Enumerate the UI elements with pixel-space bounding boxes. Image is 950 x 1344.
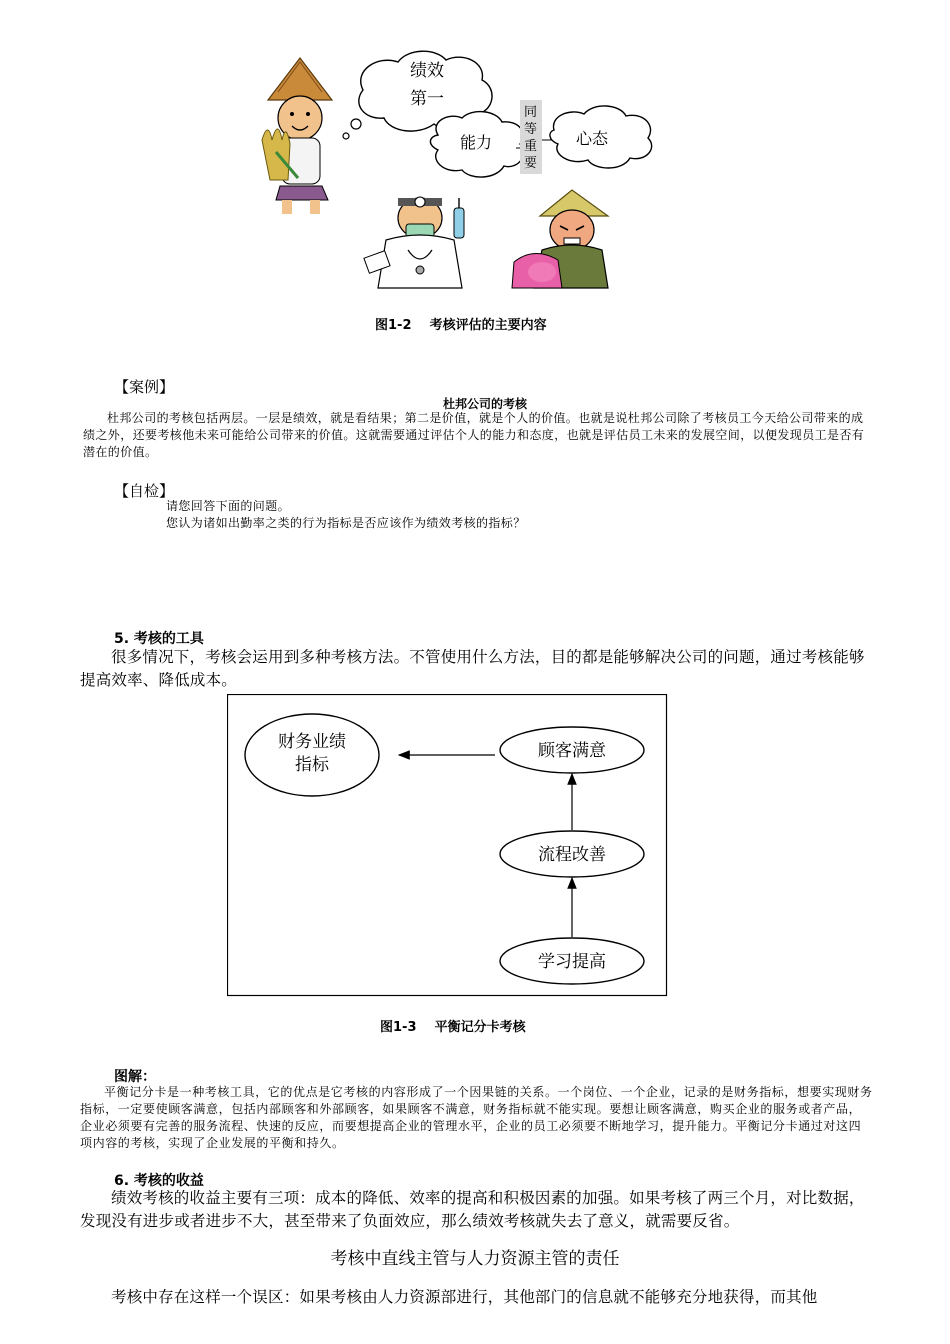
doctor-character — [364, 197, 464, 288]
node-financial-label-line1: 财务业绩 — [278, 732, 346, 752]
case-label: 【案例】 — [114, 378, 175, 396]
selfcheck-question: 您认为诸如出勤率之类的行为指标是否应该作为绩效考核的指标？ — [166, 516, 526, 530]
node-process-label: 流程改善 — [538, 845, 606, 865]
node-process-improvement — [500, 831, 644, 877]
section-6-text: 绩效考核的收益主要有三项：成本的降低、效率的提高和积极因素的加强。如果考核了两三个月，对比数据，发现没有进步或者进步不大，甚至带来了负面效应，那么绩效考核就失去了意义，就需要反省。 — [80, 1189, 865, 1230]
case-title: 杜邦公司的考核 — [443, 397, 528, 411]
bubble-text-ability: 能力 — [460, 133, 493, 152]
bubble-text-first: 第一 — [410, 89, 444, 109]
explain-text: 平衡记分卡是一种考核工具，它的优点是它考核的内容形成了一个因果链的关系。一个岗位、一个企业，记录的是财务指标，想要实现财务指标，一定要使顾客满意，包括内部顾客和外部顾客，如果顾客不满意，财务指标就不能实现。要想让顾客满意，购买企业的服务或者产品，企业必须要有完善的服务流程、快速的反应，而要想提高企业的管理水平，企业的员工必须要不断地学习，提升能力。平衡记分卡通过对这四项内容的考核，实现了企业发展的平衡和持久。 — [80, 1085, 873, 1150]
bubble-text-performance: 绩效 — [410, 61, 444, 81]
case-text: 杜邦公司的考核包括两层。一层是绩效，就是看结果；第二是价值，就是个人的价值。也就是说杜邦公司除了考核员工今天给公司带来的成绩之外，还要考核他未来可能给公司带来的价值。这就需要通过评估个人的能力和态度，也就是评估员工未来的发展空间，以便发现员工是否有潜在的价值。 — [83, 411, 865, 459]
figure-1-3-caption: 图1-3 平衡记分卡考核 — [380, 1020, 526, 1035]
equal-importance-label — [520, 100, 542, 174]
node-learning-label: 学习提高 — [538, 952, 606, 972]
chapter-text: 考核中存在这样一个误区：如果考核由人力资源部进行，其他部门的信息就不能够充分地获得，而其他 — [111, 1288, 818, 1306]
patient-character — [512, 190, 608, 288]
selfcheck-label: 【自检】 — [114, 482, 175, 500]
section-6-heading: 6. 考核的收益 — [114, 1173, 204, 1189]
node-learning-growth — [500, 938, 644, 984]
farmer-character — [262, 58, 332, 214]
figure-1-2-caption: 图1-2 考核评估的主要内容 — [375, 318, 547, 333]
thought-bubble-ability — [430, 112, 523, 177]
figure-balanced-scorecard-diagram — [227, 694, 669, 998]
thought-bubble-mindset — [542, 106, 652, 168]
selfcheck-question-intro: 请您回答下面的问题。 — [166, 499, 291, 513]
node-customer-label: 顾客满意 — [538, 741, 606, 761]
explain-label: 图解： — [114, 1069, 156, 1085]
equal-importance-text: 同 等 重 要 — [524, 105, 538, 171]
section-5-heading: 5. 考核的工具 — [114, 631, 204, 647]
node-customer-satisfaction — [500, 727, 644, 773]
figure-performance-content-illustration — [258, 40, 688, 295]
chapter-title: 考核中直线主管与人力资源主管的责任 — [330, 1249, 620, 1269]
bubble-text-mindset: 心态 — [576, 129, 609, 148]
node-financial-indicators — [245, 714, 379, 796]
section-5-text: 很多情况下，考核会运用到多种考核方法。不管使用什么方法，目的都是能够解决公司的问题，通过考核能够提高效率、降低成本。 — [80, 648, 865, 689]
node-financial-label-line2: 指标 — [295, 755, 329, 775]
